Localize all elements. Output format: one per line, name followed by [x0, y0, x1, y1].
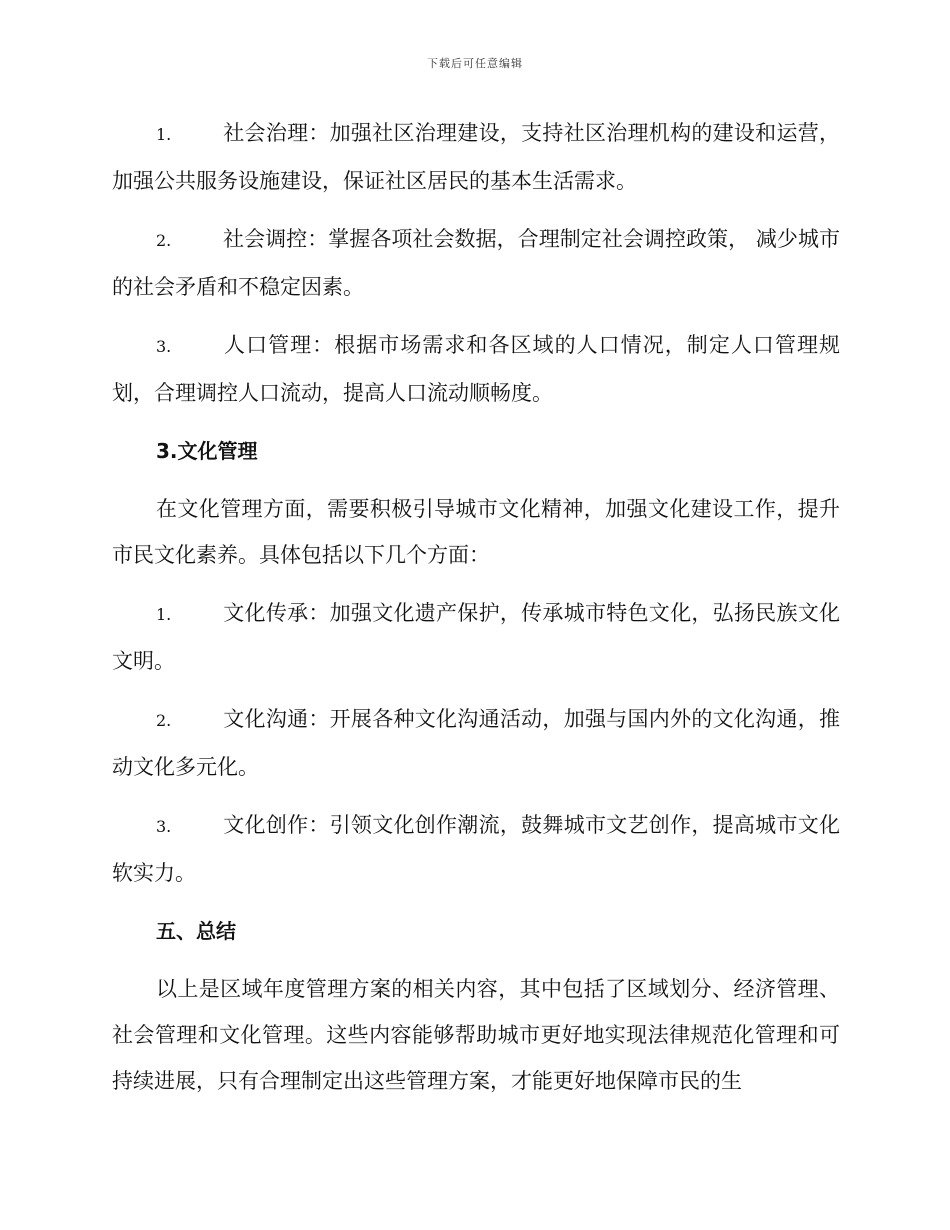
list-number: 2. — [156, 231, 172, 250]
list-number: 1. — [156, 125, 172, 144]
culture-intro-paragraph: 在文化管理方面，需要积极引导城市文化精神，加强文化建设工作，提升市民文化素养。具体包括以下几个方面： — [112, 497, 840, 567]
list-item-text: 文化沟通：开展各种文化沟通活动，加强与国内外的文化沟通，推动文化多元化。 — [112, 707, 840, 779]
culture-list-item — [112, 802, 840, 896]
summary-paragraph: 以上是区域年度管理方案的相关内容，其中包括了区域划分、经济管理、社会管理和文化管理。这些内容能够帮助城市更好地实现法律规范化管理和可持续进展，只有合理制定出这些管理方案，才能更好地保障市民的生 — [112, 977, 840, 1093]
list-item-text: 文化创作：引领文化创作潮流，鼓舞城市文艺创作，提高城市文化软实力。 — [112, 813, 840, 885]
social-list-item — [112, 110, 840, 204]
document-body — [112, 110, 840, 1116]
section-heading-culture: 3.文化管理 — [156, 439, 258, 463]
social-list-item — [112, 322, 840, 416]
culture-list-item — [112, 696, 840, 790]
list-number: 2. — [156, 711, 172, 730]
page-header-note: 下载后可任意编辑 — [427, 57, 523, 70]
social-list-item — [112, 216, 840, 310]
list-number: 1. — [156, 605, 172, 624]
list-item-text: 社会治理：加强社区治理建设，支持社区治理机构的建设和运营，加强公共服务设施建设，保证社区居民的基本生活需求。 — [112, 121, 840, 193]
culture-list-item — [112, 590, 840, 684]
list-item-text: 文化传承：加强文化遗产保护，传承城市特色文化，弘扬民族文化文明。 — [112, 601, 840, 673]
section-heading-summary: 五、总结 — [156, 919, 236, 943]
list-number: 3. — [156, 337, 172, 356]
list-item-text: 社会调控：掌握各项社会数据，合理制定社会调控政策， 减少城市的社会矛盾和不稳定因素。 — [112, 227, 840, 299]
list-number: 3. — [156, 817, 172, 836]
list-item-text: 人口管理：根据市场需求和各区域的人口情况，制定人口管理规划，合理调控人口流动，提高人口流动顺畅度。 — [112, 333, 840, 405]
